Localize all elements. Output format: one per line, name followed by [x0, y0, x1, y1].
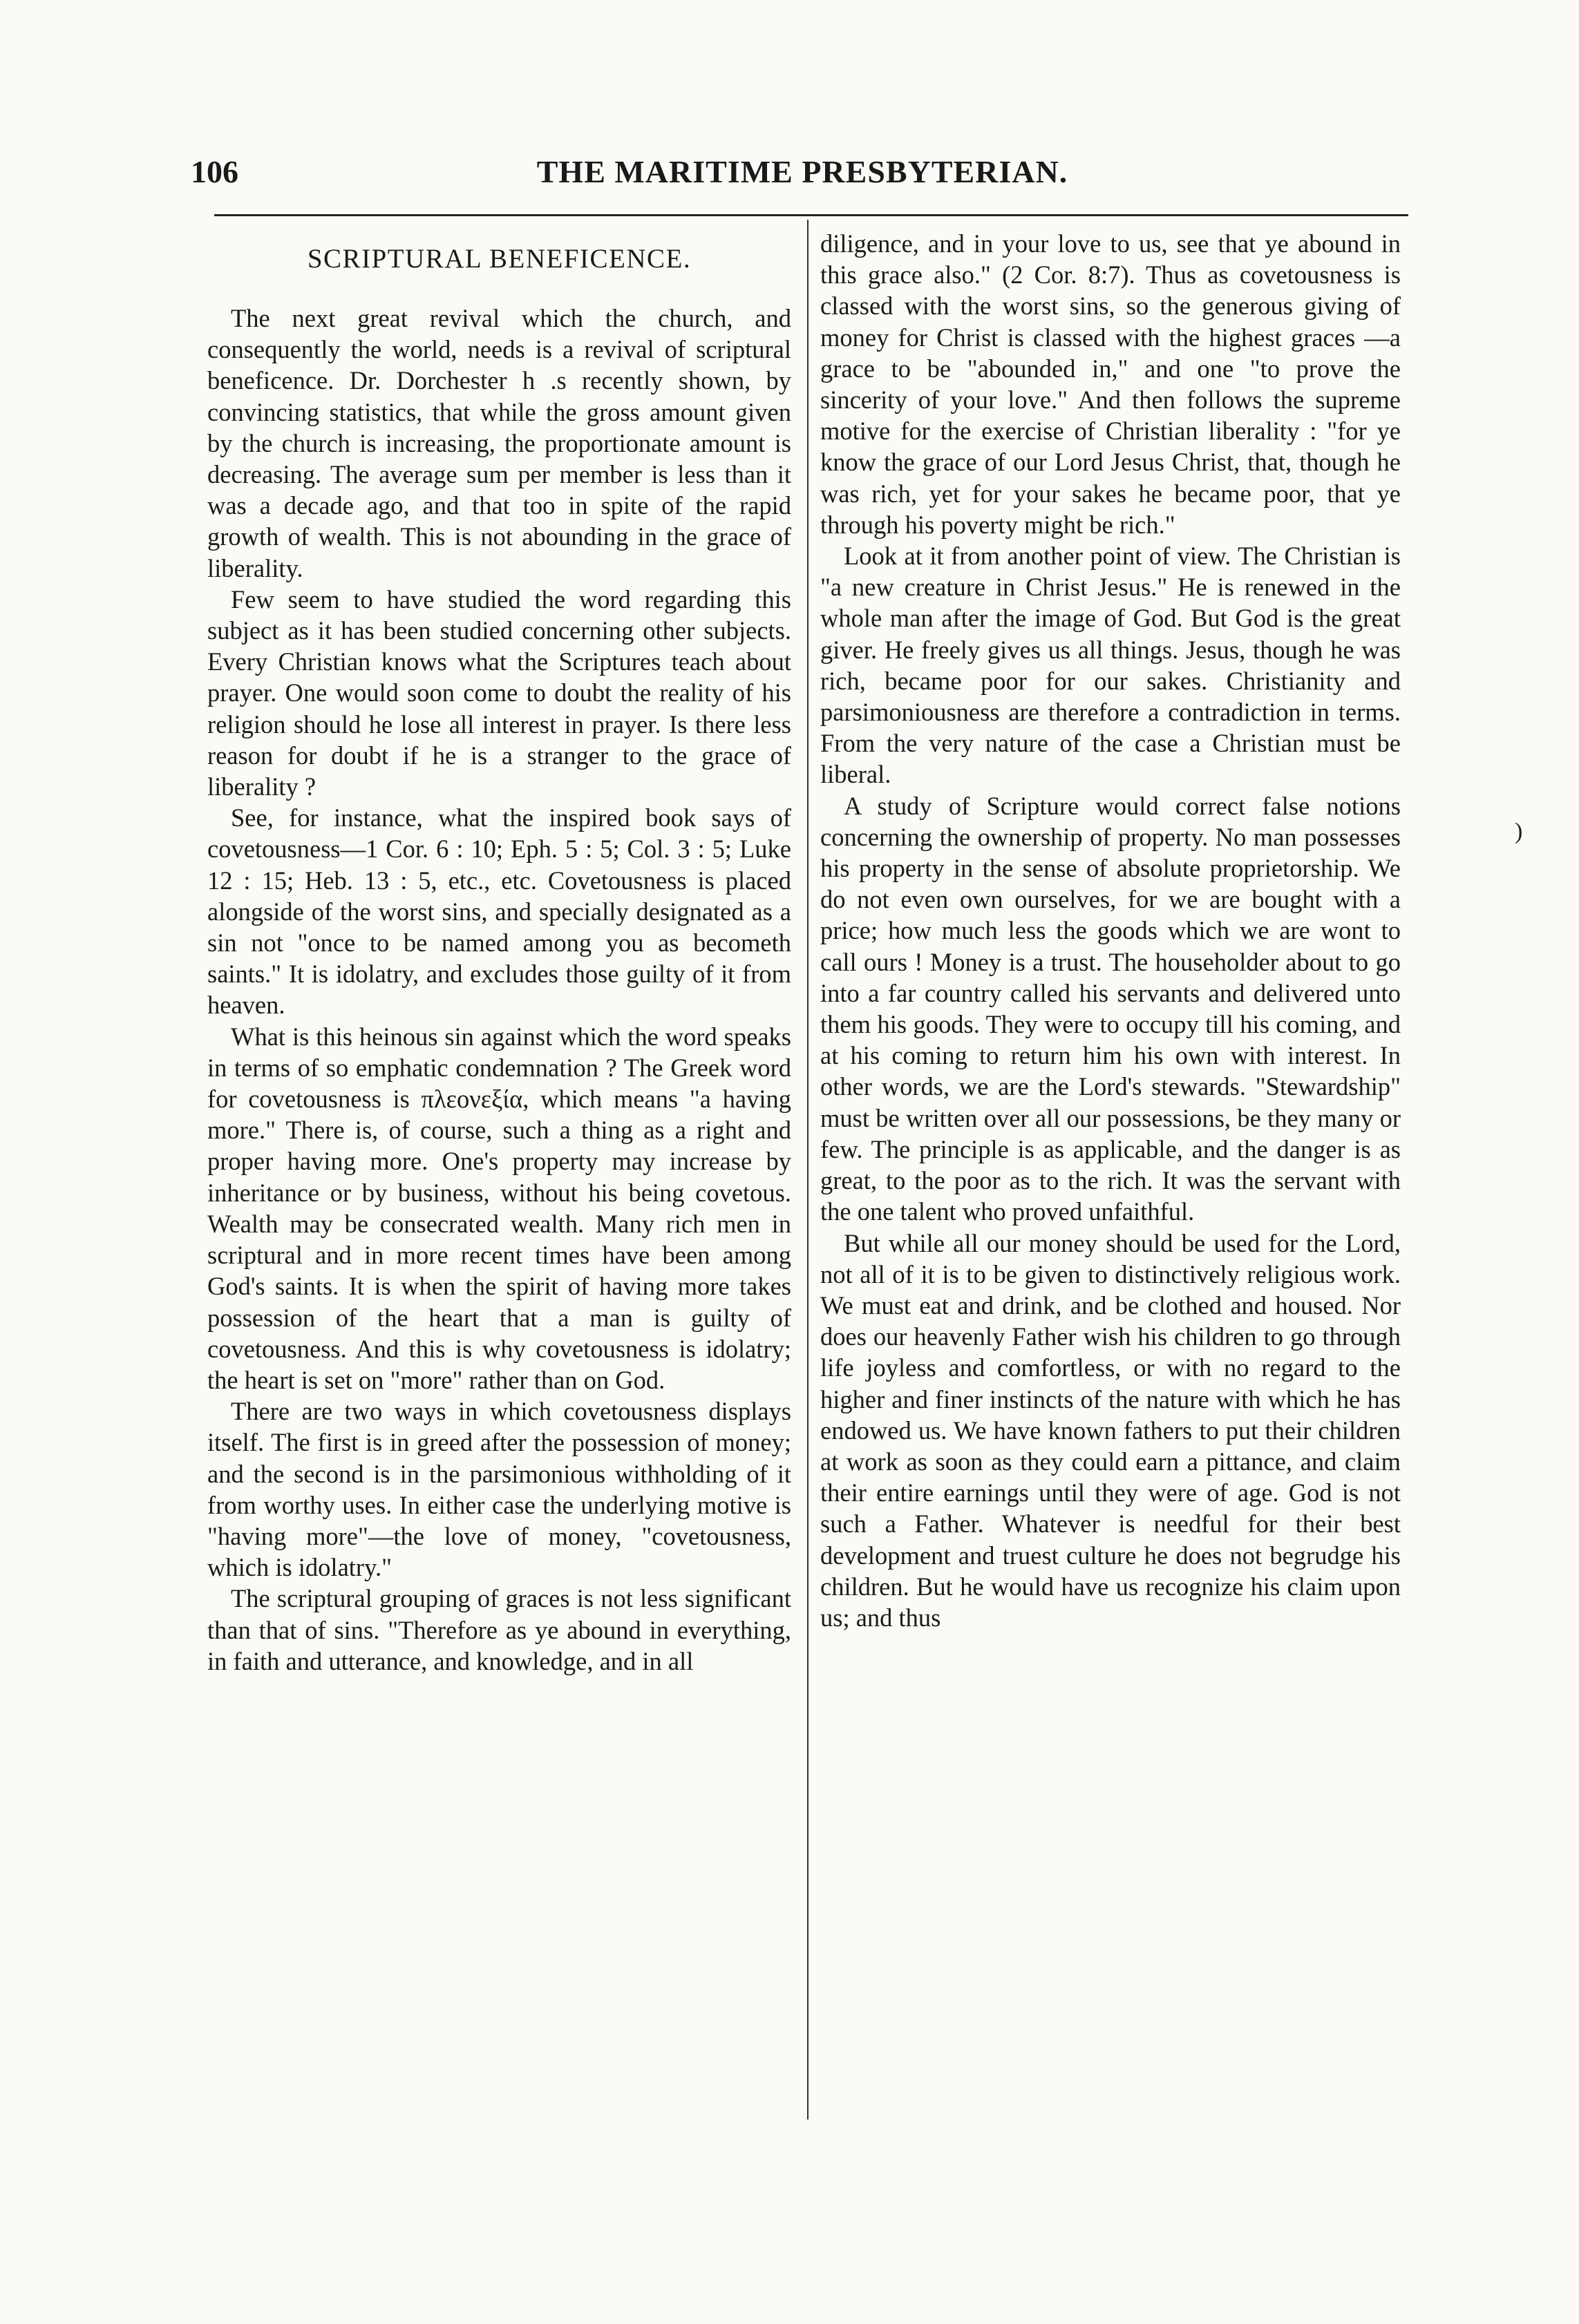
paragraph: The scriptural grouping of graces is not less significant than that of sins. "Therefore as ye abound in everything, in faith and utterance, and knowledge, and in all — [207, 1584, 791, 1675]
paragraph: A study of Scripture would correct false notions concerning the ownership of property. No man possesses his property in the sense of absolute proprietorship. We do not even own ourselves, for we are bought with a price; how much less the goods which we are wont to call ours ! Money is a trust. The householder about to go into a far country called his servants and delivered unto them his goods. They were to occupy till his coming, and at his coming to return him his own with interest. In other words, we are the Lord's stewards. "Stewardship" must be written over all our possessions, be they many or few. The principle is as applicable, and the danger is as great, to the poor as to the rich. It was the servant with the one talent who proved unfaithful. — [820, 791, 1401, 1226]
article-title: SCRIPTURAL BENEFICENCE. — [307, 244, 692, 274]
paragraph: But while all our money should be used for the Lord, not all of it is to be given to distinctively religious work. We must eat and drink, and be clothed and housed. Nor does our heavenly Father wish his children to go through life joyless and comfortless, or with no regard to the higher and finer instincts of the nature with which he has endowed us. We have known fathers to put their children at work as soon as they could earn a pittance, and claim their entire earnings until they were of age. God is not such a Father. Whatever is needful for their best development and truest culture he does not begrudge his children. But he would have us recognize his claim upon us; and thus — [820, 1228, 1401, 1632]
paragraph: What is this heinous sin against which the word speaks in terms of so emphatic condemnation ? The Greek word for covetousness is πλεονεξία, which means "a having more." There is, of course, such a thing as a right and proper having more. One's property may increase by inheritance or by business, without his being covetous. Wealth may be consecrated wealth. Many rich men in scriptural and in more recent times have been among God's saints. It is when the spirit of having more takes possession of the heart that a man is guilty of covetousness. And this is why covetousness is idolatry; the heart is set on "more" rather than on God. — [207, 1022, 791, 1394]
paragraph: See, for instance, what the inspired book says of covetousness—1 Cor. 6 : 10; Eph. 5 : 5; Col. 3 : 5; Luke 12 : 15; Heb. 13 : 5, etc., etc. Covetousness is placed alongside of the worst sins, and specially designated as a sin not "once to be named among you as becometh saints." It is idolatry, and excludes those guilty of it from heaven. — [207, 803, 791, 1020]
column-divider — [807, 220, 809, 2120]
journal-title: THE MARITIME PRESBYTERIAN. — [536, 154, 1068, 189]
right-column — [820, 228, 1401, 2121]
paragraph: diligence, and in your love to us, see that ye abound in this grace also." (2 Cor. 8:7). Thus as covetousness is classed with the worst sins, so the generous giving of money for Christ is classed with the highest graces —a grace to be "abounded in," and one "to prove the sincerity of your love." And then follows the supreme motive for the exercise of Christian liberality : "for ye know the grace of our Lord Jesus Christ, that, though he was rich, yet for your sakes he became poor, that ye through his poverty might be rich." — [820, 229, 1401, 539]
left-column — [207, 228, 791, 2121]
margin-mark: ) — [1515, 819, 1523, 844]
paragraph: The next great revival which the church, and consequently the world, needs is a revival of scriptural beneficence. Dr. Dorchester h .s recently shown, by convincing statistics, that while the gross amount given by the church is increasing, the proportionate amount is decreasing. The average sum per member is less than it was a decade ago, and that too in spite of the rapid growth of wealth. This is not abounding in the grace of liberality. — [207, 304, 791, 582]
paragraph: Few seem to have studied the word regarding this subject as it has been studied concerning other subjects. Every Christian knows what the Scriptures teach about prayer. One would soon come to doubt the reality of his religion should he lose all interest in prayer. Is there less reason for doubt if he is a stranger to the grace of liberality ? — [207, 584, 791, 801]
running-head — [191, 153, 1414, 195]
page-number: 106 — [191, 154, 238, 189]
header-rule — [214, 214, 1408, 216]
paragraph: There are two ways in which covetousness displays itself. The first is in greed after the possession of money; and the second is in the parsimonious withholding of it from worthy uses. In either case the underlying motive is "having more"—the love of money, "covetousness, which is idolatry." — [207, 1397, 791, 1582]
paragraph: Look at it from another point of view. The Christian is "a new creature in Christ Jesus." He is renewed in the whole man after the image of God. But God is the great giver. He freely gives us all things. Jesus, though he was rich, became poor for our sakes. Christianity and parsimoniousness are therefore a contradiction in terms. From the very nature of the case a Christian must be liberal. — [820, 542, 1401, 789]
